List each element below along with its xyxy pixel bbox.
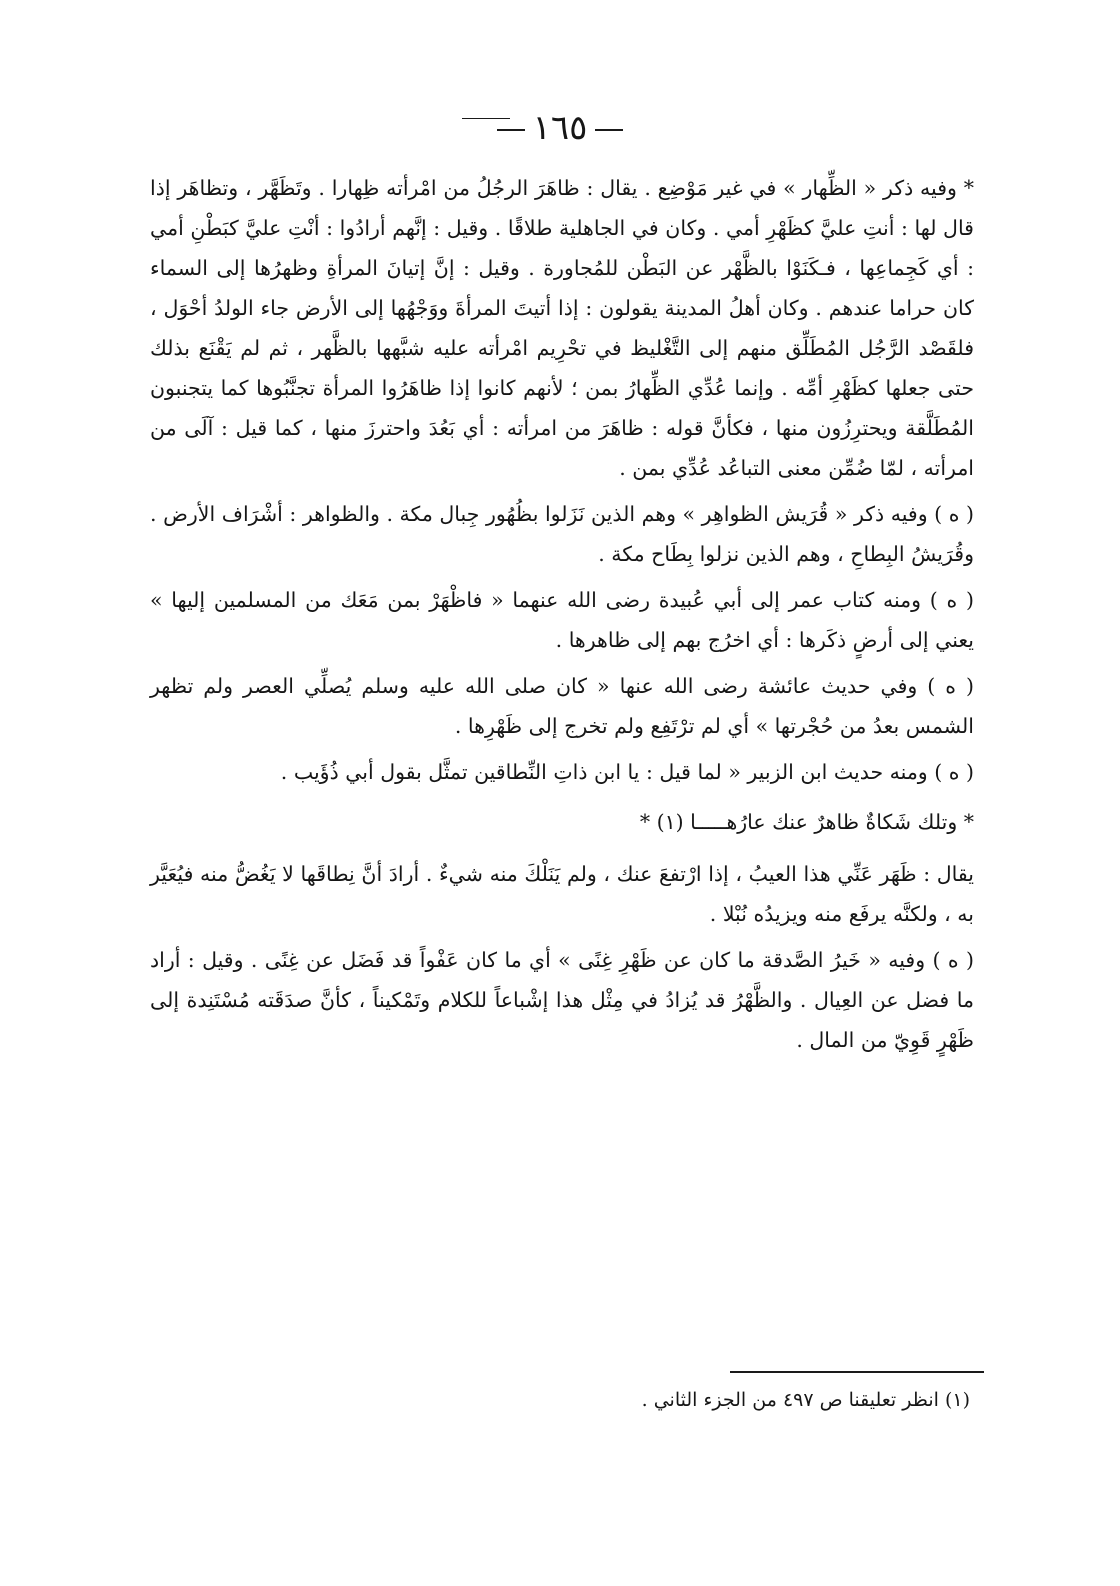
paragraph-umar-letter: ( ه ) ومنه كتاب عمر إلى أبي عُبيدة رضى الله عنهما « فاظْهَرْ بمن مَعَك من المسلمين إليها » يعني إلى أرضٍ ذكَرها : أي اخرُج بهم إلى ظاهرها . bbox=[150, 588, 974, 652]
verse-line: * وتلك شَكاةٌ ظاهرٌ عنك عارُهـــــا (١) * bbox=[639, 810, 974, 834]
paragraph-quraysh: ( ه ) وفيه ذكر « قُرَيش الظواهِر » وهم الذين نَزَلوا بظُهُور جِبال مكة . والظواهر : أشْرَاف الأرض . وقُرَيشُ البِطاحِ ، وهم الذين نزلوا بِطَاح مكة . bbox=[150, 502, 974, 566]
paragraph-aisha: ( ه ) وفي حديث عائشة رضى الله عنها « كان صلى الله عليه وسلم يُصلِّي العصر ولم تظهر الشمس بعدُ من حُجْرتها » أي لم ترْتَفِع ولم تخرج إلى ظَهْرِها . bbox=[150, 674, 974, 738]
paragraph-sadaqa: ( ه ) وفيه « خَيرُ الصَّدقة ما كان عن ظَهْرِ غِنًى » أي ما كان عَفْواً قد فَضَل عن غِنًى . وقيل : أراد ما فضل عن العِيال . والظَّهْرُ قد يُزادُ في مِثْل هذا إشْباعاً للكلام وتَمْكيناً ، كأنَّ صدَقَته مُسْتَنِدة إلى ظَهْرٍ قَوِيّ من المال . bbox=[150, 948, 974, 1052]
paragraph-zihar: * وفيه ذكر « الظِّهار » في غير مَوْضِع . يقال : ظاهَرَ الرجُلُ من امْرأته ظِهارا . وتَظَهَّر ، وتظاهَر إذا قال لها : أنتِ عليَّ كظَهْرِ أمي . وكان في الجاهلية طلاقًا . وقيل : إنَّهم أرادُوا : أنْتِ عليَّ كبَطْنِ أمي : أي كَجِماعِها ، فـكَنَوْا بالظَّهْر عن البَطْن للمُجاورة . وقيل : إنَّ إتيانَ المرأةِ وظهرُها إلى السماء كان حراما عندهم . وكان أهلُ المدينة يقولون : إذا أتيتَ المرأةَ ووَجْهُها إلى الأرض جاء الولدُ أحْوَل ، فلقَصْد الرَّجُل المُطَلِّق منهم إلى التَّغْليظ في تحْرِيم امْرأته عليه شبَّهها بالظَّهر ، ثم لم يَقْنَع بذلك حتى جعلها كظَهْرِ أمِّه . وإنما عُدِّي الظِّهارُ بمن ؛ لأنهم كانوا إذا ظاهَرُوا المرأة تجنَّبُوها كما يتجنبون المُطَلَّقة ويحترِزُون منها ، فكأنَّ قوله : ظاهَرَ من امرأته : أي بَعُدَ واحترزَ منها ، كما قيل : آلَى من امرأته ، لمّا ضُمِّن معنى التباعُد عُدِّي بمن . bbox=[150, 176, 974, 480]
main-text bbox=[150, 168, 974, 1066]
dash-left bbox=[497, 129, 525, 131]
footnote: (١) انظر تعليقنا ص ٤٩٧ من الجزء الثاني . bbox=[641, 1389, 970, 1411]
paragraph-explanation: يقال : ظَهَر عَنِّي هذا العيبُ ، إذا ارْتفعَ عنك ، ولم يَنَلْكَ منه شيءٌ . أرادَ أنَّ نِطاقَها لا يَغُضُّ منه فيُعَيَّر به ، ولكنَّه يرفَع منه ويزيدُه نُبْلا . bbox=[150, 862, 974, 926]
paragraph-ibn-zubayr: ( ه ) ومنه حديث ابن الزبير « لما قيل : يا ابن ذاتِ النِّطاقين تمثَّل بقول أبي ذُؤَيب . bbox=[280, 760, 974, 784]
page-number-text: ١٦٥ bbox=[532, 108, 588, 148]
footnote-rule bbox=[730, 1371, 984, 1373]
dash-right bbox=[595, 129, 623, 131]
page-number bbox=[460, 108, 660, 148]
